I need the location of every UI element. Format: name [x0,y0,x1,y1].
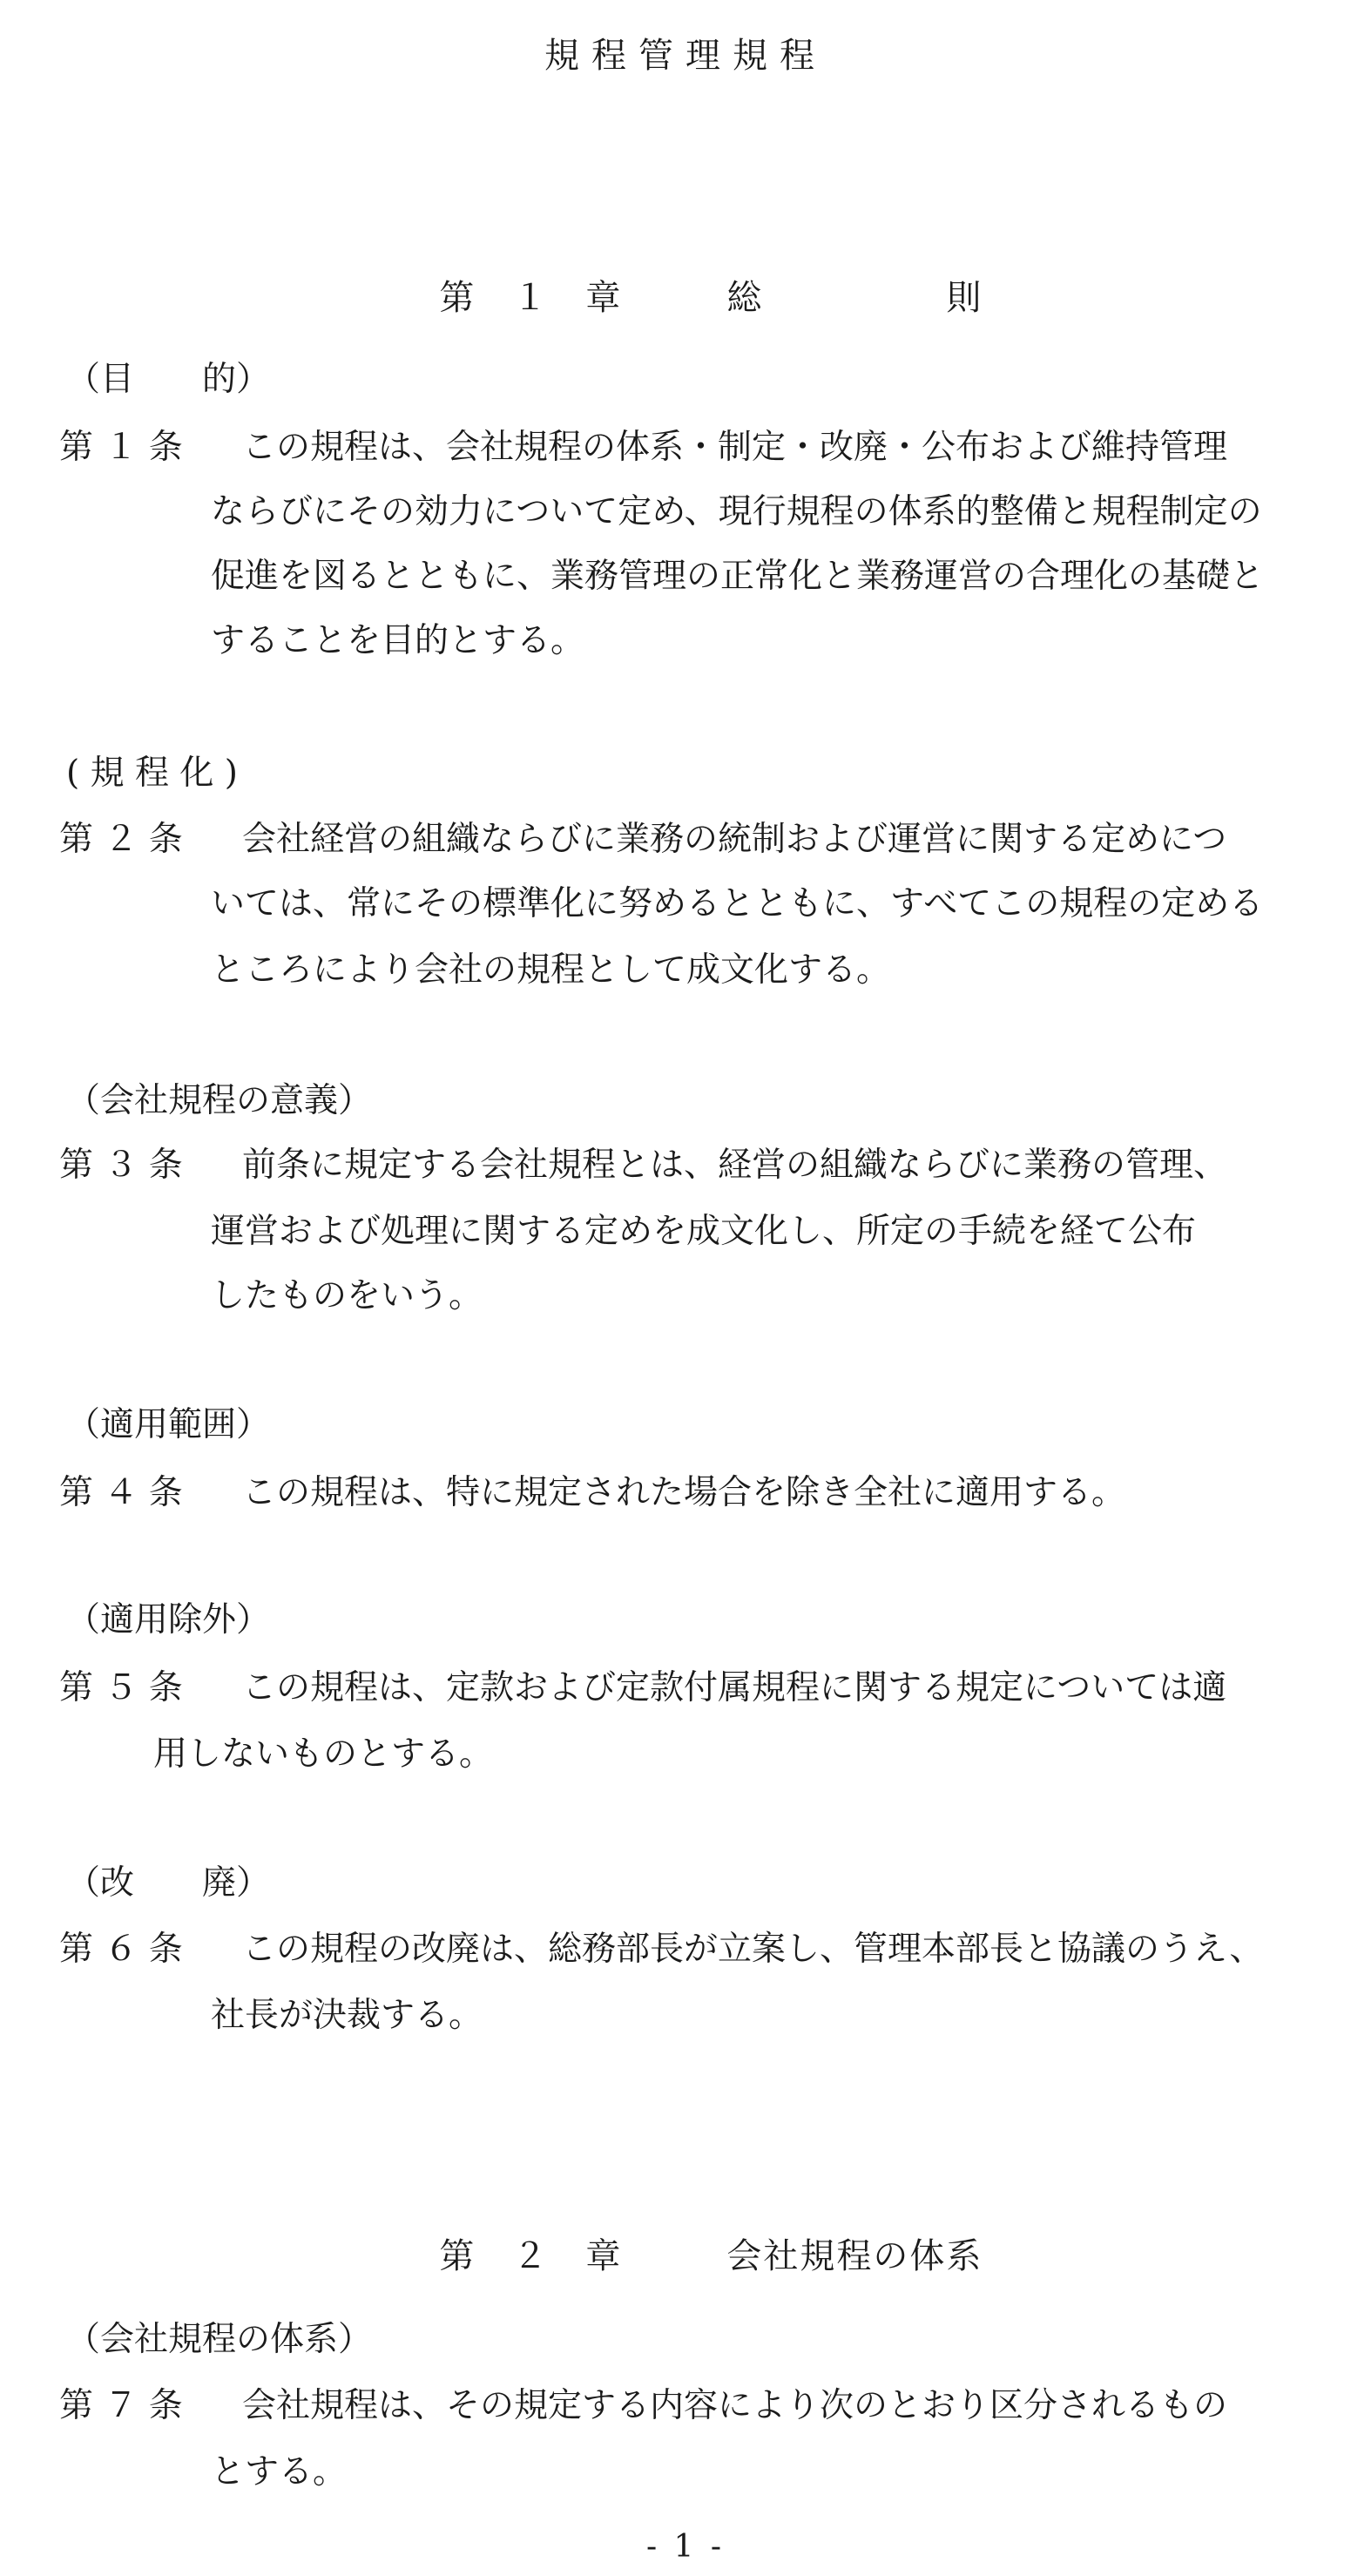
chapter-1-heading [0,230,1371,366]
article-7-heading: （会社規程の体系） [66,2320,373,2359]
article-3-number: 第 ３ 条 [59,1146,183,1185]
chapter-2-heading [0,2188,1371,2324]
chapter-name: 総 則 [726,278,983,318]
article-4-line: この規程は、特に規定された場合を除き全社に適用する。 [242,1473,1126,1512]
article-2-heading: ( 規 程 化 ) [66,754,239,793]
article-1-line: この規程は、会社規程の体系・制定・改廃・公布および維持管理 [242,428,1228,467]
article-4-heading: （適用範囲） [66,1405,271,1444]
article-3-line: 前条に規定する会社規程とは、経営の組織ならびに業務の管理、 [242,1146,1228,1185]
article-1-line: することを目的とする。 [211,621,585,660]
article-6-number: 第 ６ 条 [59,1930,183,1969]
article-5-line: 用しないものとする。 [153,1734,494,1774]
article-3-line: したものをいう。 [211,1276,483,1315]
article-5-heading: （適用除外） [66,1600,271,1640]
article-2-number: 第 ２ 条 [59,820,183,859]
article-5-number: 第 ５ 条 [59,1668,183,1707]
article-3-heading: （会社規程の意義） [66,1081,373,1120]
chapter-name: 会社規程の体系 [726,2236,983,2276]
chapter-number: 第 ２ 章 [439,2236,623,2276]
article-2-line: 会社経営の組織ならびに業務の統制および運営に関する定めにつ [242,820,1227,859]
article-2-line: ところにより会社の規程として成文化する。 [211,950,891,990]
article-7-number: 第 ７ 条 [59,2386,183,2425]
article-1-heading: （目 的） [66,360,271,399]
article-7-line: とする。 [211,2452,348,2491]
chapter-number: 第 １ 章 [439,278,623,318]
article-1-line: 促進を図るとともに、業務管理の正常化と業務運営の合理化の基礎と [211,557,1265,596]
article-2-line: いては、常にその標準化に努めるとともに、すべてこの規程の定める [211,884,1264,923]
article-6-heading: （改 廃） [66,1863,271,1903]
article-7-line: 会社規程は、その規定する内容により次のとおり区分されるもの [242,2386,1228,2425]
article-6-line: この規程の改廃は、総務部長が立案し、管理本部長と協議のうえ、 [242,1930,1264,1969]
article-1-number: 第 １ 条 [59,428,183,467]
article-1-line: ならびにその効力について定め、現行規程の体系的整備と規程制定の [211,492,1262,531]
article-5-line: この規程は、定款および定款付属規程に関する規定については適 [242,1668,1227,1707]
document-title: 規程管理規程 [544,36,827,76]
page-number: - 1 - [645,2529,726,2565]
article-4-number: 第 ４ 条 [59,1473,183,1512]
article-3-line: 運営および処理に関する定めを成文化し、所定の手続を経て公布 [211,1212,1197,1251]
article-6-line: 社長が決裁する。 [211,1996,483,2035]
